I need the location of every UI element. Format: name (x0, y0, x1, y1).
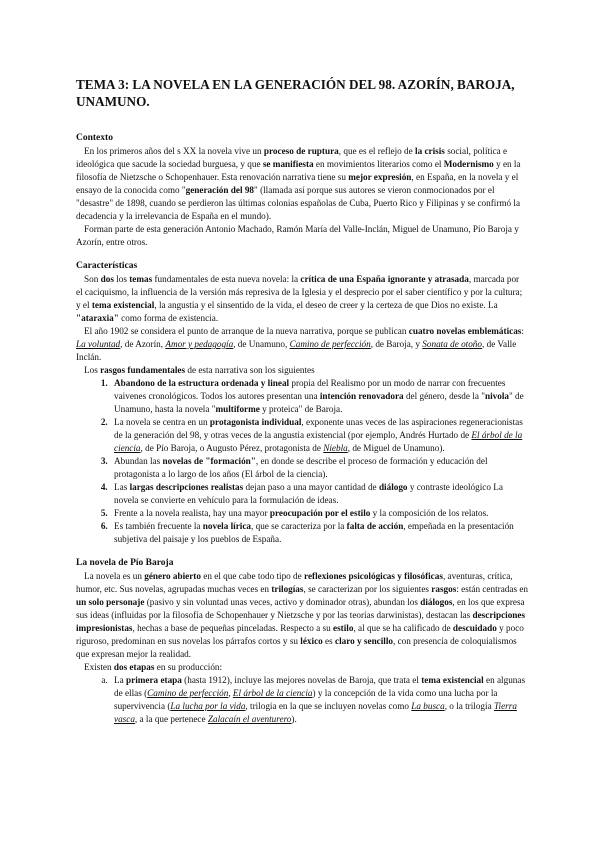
list-item: 3. Abundan las novelas de "formación", en donde se describe el proceso de formación y educación del protagonista a lo largo de los años (El árbol de la ciencia). (110, 455, 528, 481)
rasgos-list (76, 377, 528, 546)
book-title-niebla: Niebla (323, 443, 348, 453)
book-title-el-arbol-de-la-ciencia: El árbol de la ciencia (232, 688, 313, 698)
section-heading-baroja: La novela de Pío Baroja (76, 558, 174, 568)
list-item: a. La primera etapa (hasta 1912), incluye las mejores novelas de Baroja, que trata el tema existencial en algunas de ellas (Camino de perfección, El árbol de la ciencia) y la concepción de la vida como una lucha por la supervivencia (La lucha por la vida, trilogía en la que se incluyen novelas como La busca, o la trilogía Tierra vasca, a la que pertenece Zalacaín el aventurero). (110, 674, 528, 726)
book-title-amor-y-pedagogia: Amor y pedagogía (165, 339, 234, 349)
book-title-zalacain-el-aventurero: Zalacaín el aventurero (207, 714, 292, 724)
baroja-paragraph-2: Existen dos etapas en su producción: (84, 662, 223, 672)
book-title-la-voluntad: La voluntad (76, 339, 121, 349)
contexto-paragraph-2: Forman parte de esta generación Antonio Machado, Ramón María del Valle-Inclán, Miguel de Unamuno, Pío Baroja y Azorín, entre otros. (76, 224, 519, 247)
section-heading-caracteristicas: Características (76, 261, 138, 271)
book-title-la-busca: La busca (411, 701, 445, 711)
list-item: 5. Frente a la novela realista, hay una mayor preocupación por el estilo y la composición de los relatos. (110, 507, 528, 520)
book-title-camino-de-perfeccion: Camino de perfección (147, 688, 229, 698)
list-item: 2. La novela se centra en un protagonista individual, exponente unas veces de las aspiraciones regeneracionistas de la generación del 98, y otras veces de la angustia existencial (por ejemplo, Andrés Hurtado de El árbol de la ciencia, de Pío Baroja, o Augusto Pérez, protagonista de Niebla, de Miguel de Unamuno). (110, 416, 528, 455)
list-item: 6. Es también frecuente la novela lírica, que se caracteriza por la falta de acción, empeñada en la presentación subjetiva del paisaje y los pueblos de España. (110, 520, 528, 546)
book-title-sonata-de-otono: Sonata de otoño (422, 339, 482, 349)
caracteristicas-paragraph-1: Son dos los temas fundamentales de esta nueva novela: la crítica de una España ignorante y atrasada, marcada por el caciquismo, la influencia de la versión más represiva de la Iglesia y el desprecio por el saber científico y por la cultura; y el tema existencial, la angustia y el sinsentido de la vida, el deseo de creer y la certeza de que Dios no existe. La "ataraxia" como forma de existencia. (76, 274, 523, 323)
caracteristicas-paragraph-3: Los rasgos fundamentales de esta narrativa son los siguientes (84, 365, 315, 375)
list-item: 4. Las largas descripciones realistas dejan paso a una mayor cantidad de diálogo y contraste ideológico La novela se convierte en vehículo para la formulación de ideas. (110, 481, 528, 507)
book-title-camino-de-perfeccion: Camino de perfección (289, 339, 371, 349)
list-item: 1. Abandono de la estructura ordenada y lineal propia del Realismo por un modo de narrar con frecuentes vaivenes cronológicos. Todos los autores presentan una intención renovadora del género, desde la "nivola" de Unamuno, hasta la novela "multiforme y proteica" de Baroja. (110, 377, 528, 416)
section-heading-contexto: Contexto (76, 133, 113, 143)
etapas-list (76, 674, 528, 726)
page-title: TEMA 3: LA NOVELA EN LA GENERACIÓN DEL 98. AZORÍN, BAROJA, UNAMUNO. (76, 77, 515, 109)
contexto-paragraph-1: En los primeros años del s XX la novela vive un proceso de ruptura, que es el reflejo de la crisis social, política e ideológica que sacude la sociedad burguesa, y que se manifiesta en movimientos literarios como el Modernismo y en la filosofía de Nietzsche o Schopenhauer. Esta renovación narrativa tiene su mejor expresión, en España, en la novela y el ensayo de la conocida como "generación del 98" (llamada así porque sus autores se vieron conmocionados por el "desastre" de 1898, cuando se perdieron las últimas colonias españolas de Cuba, Puerto Rico y Filipinas y se confirmó la decadencia y la irrelevancia de España en el mundo). (76, 146, 521, 221)
book-title-la-lucha-por-la-vida: La lucha por la vida (170, 701, 246, 711)
caracteristicas-paragraph-2: El año 1902 se considera el punto de arranque de la nueva narrativa, porque se publican cuatro novelas emblemáticas: La voluntad, de Azorín, Amor y pedagogía, de Unamuno, Camino de perfección, de Baroja, y Sonata de otoño, de Valle Inclán. (76, 326, 524, 362)
baroja-paragraph-1: La novela es un género abierto en el que cabe todo tipo de reflexiones psicológicas y filosóficas, aventuras, crítica, humor, etc. Sus novelas, agrupadas muchas veces en trilogías, se caracterizan por los siguientes rasgos: están centradas en un solo personaje (pasivo y sin voluntad unas veces, activo y dominador otras), abundan los diálogos, en los que expresa sus ideas (influidas por la filosofía de Schopenhauer y Nietzsche y por las teorías darwinistas), destacan las descripciones impresionistas, hechas a base de pequeñas pinceladas. Respecto a su estilo, al que se ha calificado de descuidado y poco riguroso, predominan en sus novelas los párrafos cortos y su léxico es claro y sencillo, con presencia de coloquialismos que expresan mejor la realidad. (76, 571, 528, 659)
book-title-tierra-vasca: Tierra vasca (114, 701, 517, 724)
book-title-el-arbol-de-la-ciencia: El árbol de la ciencia (114, 430, 523, 453)
